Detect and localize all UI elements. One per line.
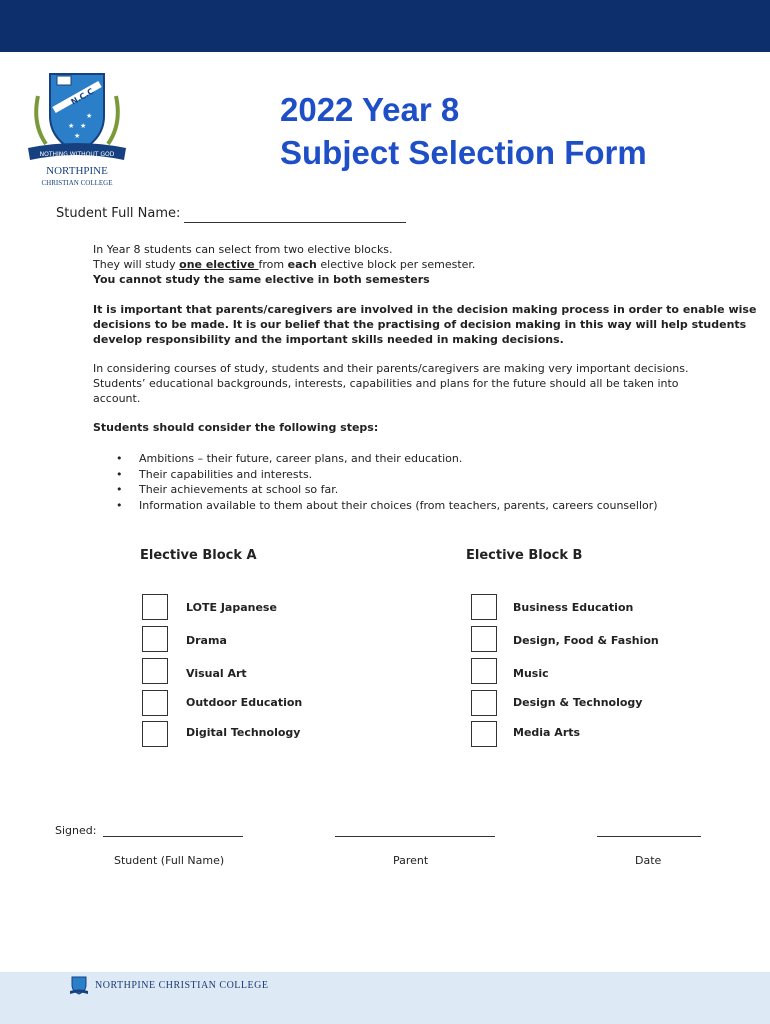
footer-crest-icon <box>70 976 88 996</box>
student-name-label: Student Full Name: <box>56 206 181 221</box>
date-label: Date <box>635 854 662 867</box>
para-plain-line-2: Students’ educational backgrounds, interests, capabilities and plans for the future should all be taken into <box>93 377 679 390</box>
para-bold-line-2: decisions to be made. It is our belief that the practising of decision making in this way will help students <box>93 318 747 331</box>
checkbox-block-a-2[interactable] <box>142 626 168 652</box>
intro-line-2-post: elective block per semester. <box>316 258 476 271</box>
parent-signature-field[interactable] <box>335 836 495 837</box>
block-a-option-2: Drama <box>186 634 227 647</box>
logo-motto: NOTHING WITHOUT GOD <box>39 151 115 158</box>
header-bar <box>0 0 770 52</box>
steps-list <box>116 451 658 513</box>
block-b-option-2: Design, Food & Fashion <box>513 634 659 647</box>
title-line-1: 2022 Year 8 <box>280 91 460 128</box>
logo-initials: N.C.C <box>69 86 96 107</box>
school-crest-logo <box>24 66 130 188</box>
student-signature-field[interactable] <box>103 836 243 837</box>
block-b-title: Elective Block B <box>466 548 583 563</box>
bullet-icon: • <box>116 467 123 481</box>
page-title <box>280 88 647 174</box>
intro-line-3: You cannot study the same elective in both semesters <box>93 273 430 286</box>
block-b-option-5: Media Arts <box>513 726 581 739</box>
bullet-icon: • <box>116 483 123 496</box>
footer-school-name: NORTHPINE CHRISTIAN COLLEGE <box>95 980 269 991</box>
block-a-option-1: LOTE Japanese <box>186 601 277 614</box>
list-item <box>116 498 658 514</box>
student-name-field[interactable] <box>184 222 406 223</box>
logo-name-line1: NORTHPINE <box>46 165 108 177</box>
block-a-option-3: Visual Art <box>186 667 247 680</box>
list-item <box>116 482 658 498</box>
block-a-title: Elective Block A <box>140 548 257 563</box>
block-b-option-3: Music <box>513 667 549 680</box>
checkbox-block-b-4[interactable] <box>471 690 497 716</box>
block-a-option-5: Digital Technology <box>186 726 301 739</box>
bullet-icon: • <box>116 498 123 512</box>
list-item <box>116 467 658 483</box>
block-a-option-4: Outdoor Education <box>186 696 303 709</box>
checkbox-block-a-3[interactable] <box>142 658 168 684</box>
checkbox-block-a-1[interactable] <box>142 594 168 620</box>
intro-one-elective: one elective <box>179 258 259 271</box>
intro-line-2 <box>93 258 475 272</box>
checkbox-block-b-2[interactable] <box>471 626 497 652</box>
checkbox-block-b-5[interactable] <box>471 721 497 747</box>
logo-name-line2: CHRISTIAN COLLEGE <box>41 179 113 187</box>
checkbox-block-a-4[interactable] <box>142 690 168 716</box>
title-line-2: Subject Selection Form <box>280 134 647 171</box>
parent-signature-label: Parent <box>393 854 429 867</box>
step-text: Information available to them about their choices (from teachers, parents, careers counsellor) <box>139 498 658 512</box>
bullet-icon: • <box>116 452 123 465</box>
steps-heading: Students should consider the following steps: <box>93 421 379 434</box>
checkbox-block-b-1[interactable] <box>471 594 497 620</box>
svg-text:★: ★ <box>74 132 81 140</box>
step-text: Ambitions – their future, career plans, and their education. <box>139 452 463 465</box>
list-item <box>116 451 658 467</box>
checkbox-block-a-5[interactable] <box>142 721 168 747</box>
svg-text:★: ★ <box>80 122 87 130</box>
para-plain-line-1: In considering courses of study, students and their parents/caregivers are making very important decisions. <box>93 362 689 375</box>
intro-each: each <box>287 258 317 271</box>
para-bold-line-3: develop responsibility and the important skills needed in making decisions. <box>93 333 564 346</box>
step-text: Their capabilities and interests. <box>139 467 313 481</box>
para-plain-line-3: account. <box>93 392 141 405</box>
intro-line-2-mid: from <box>258 258 288 271</box>
checkbox-block-b-3[interactable] <box>471 658 497 684</box>
intro-line-2-pre: They will study <box>93 258 180 271</box>
intro-line-1: In Year 8 students can select from two elective blocks. <box>93 243 393 256</box>
block-b-option-1: Business Education <box>513 601 634 614</box>
date-field[interactable] <box>597 836 701 837</box>
svg-text:★: ★ <box>68 122 75 130</box>
signed-label: Signed: <box>55 824 97 837</box>
para-bold-line-1: It is important that parents/caregivers are involved in the decision making process in order to enable wise <box>93 303 757 316</box>
block-b-option-4: Design & Technology <box>513 696 643 709</box>
student-signature-label: Student (Full Name) <box>114 854 225 867</box>
svg-text:★: ★ <box>86 112 93 120</box>
step-text: Their achievements at school so far. <box>139 483 339 496</box>
